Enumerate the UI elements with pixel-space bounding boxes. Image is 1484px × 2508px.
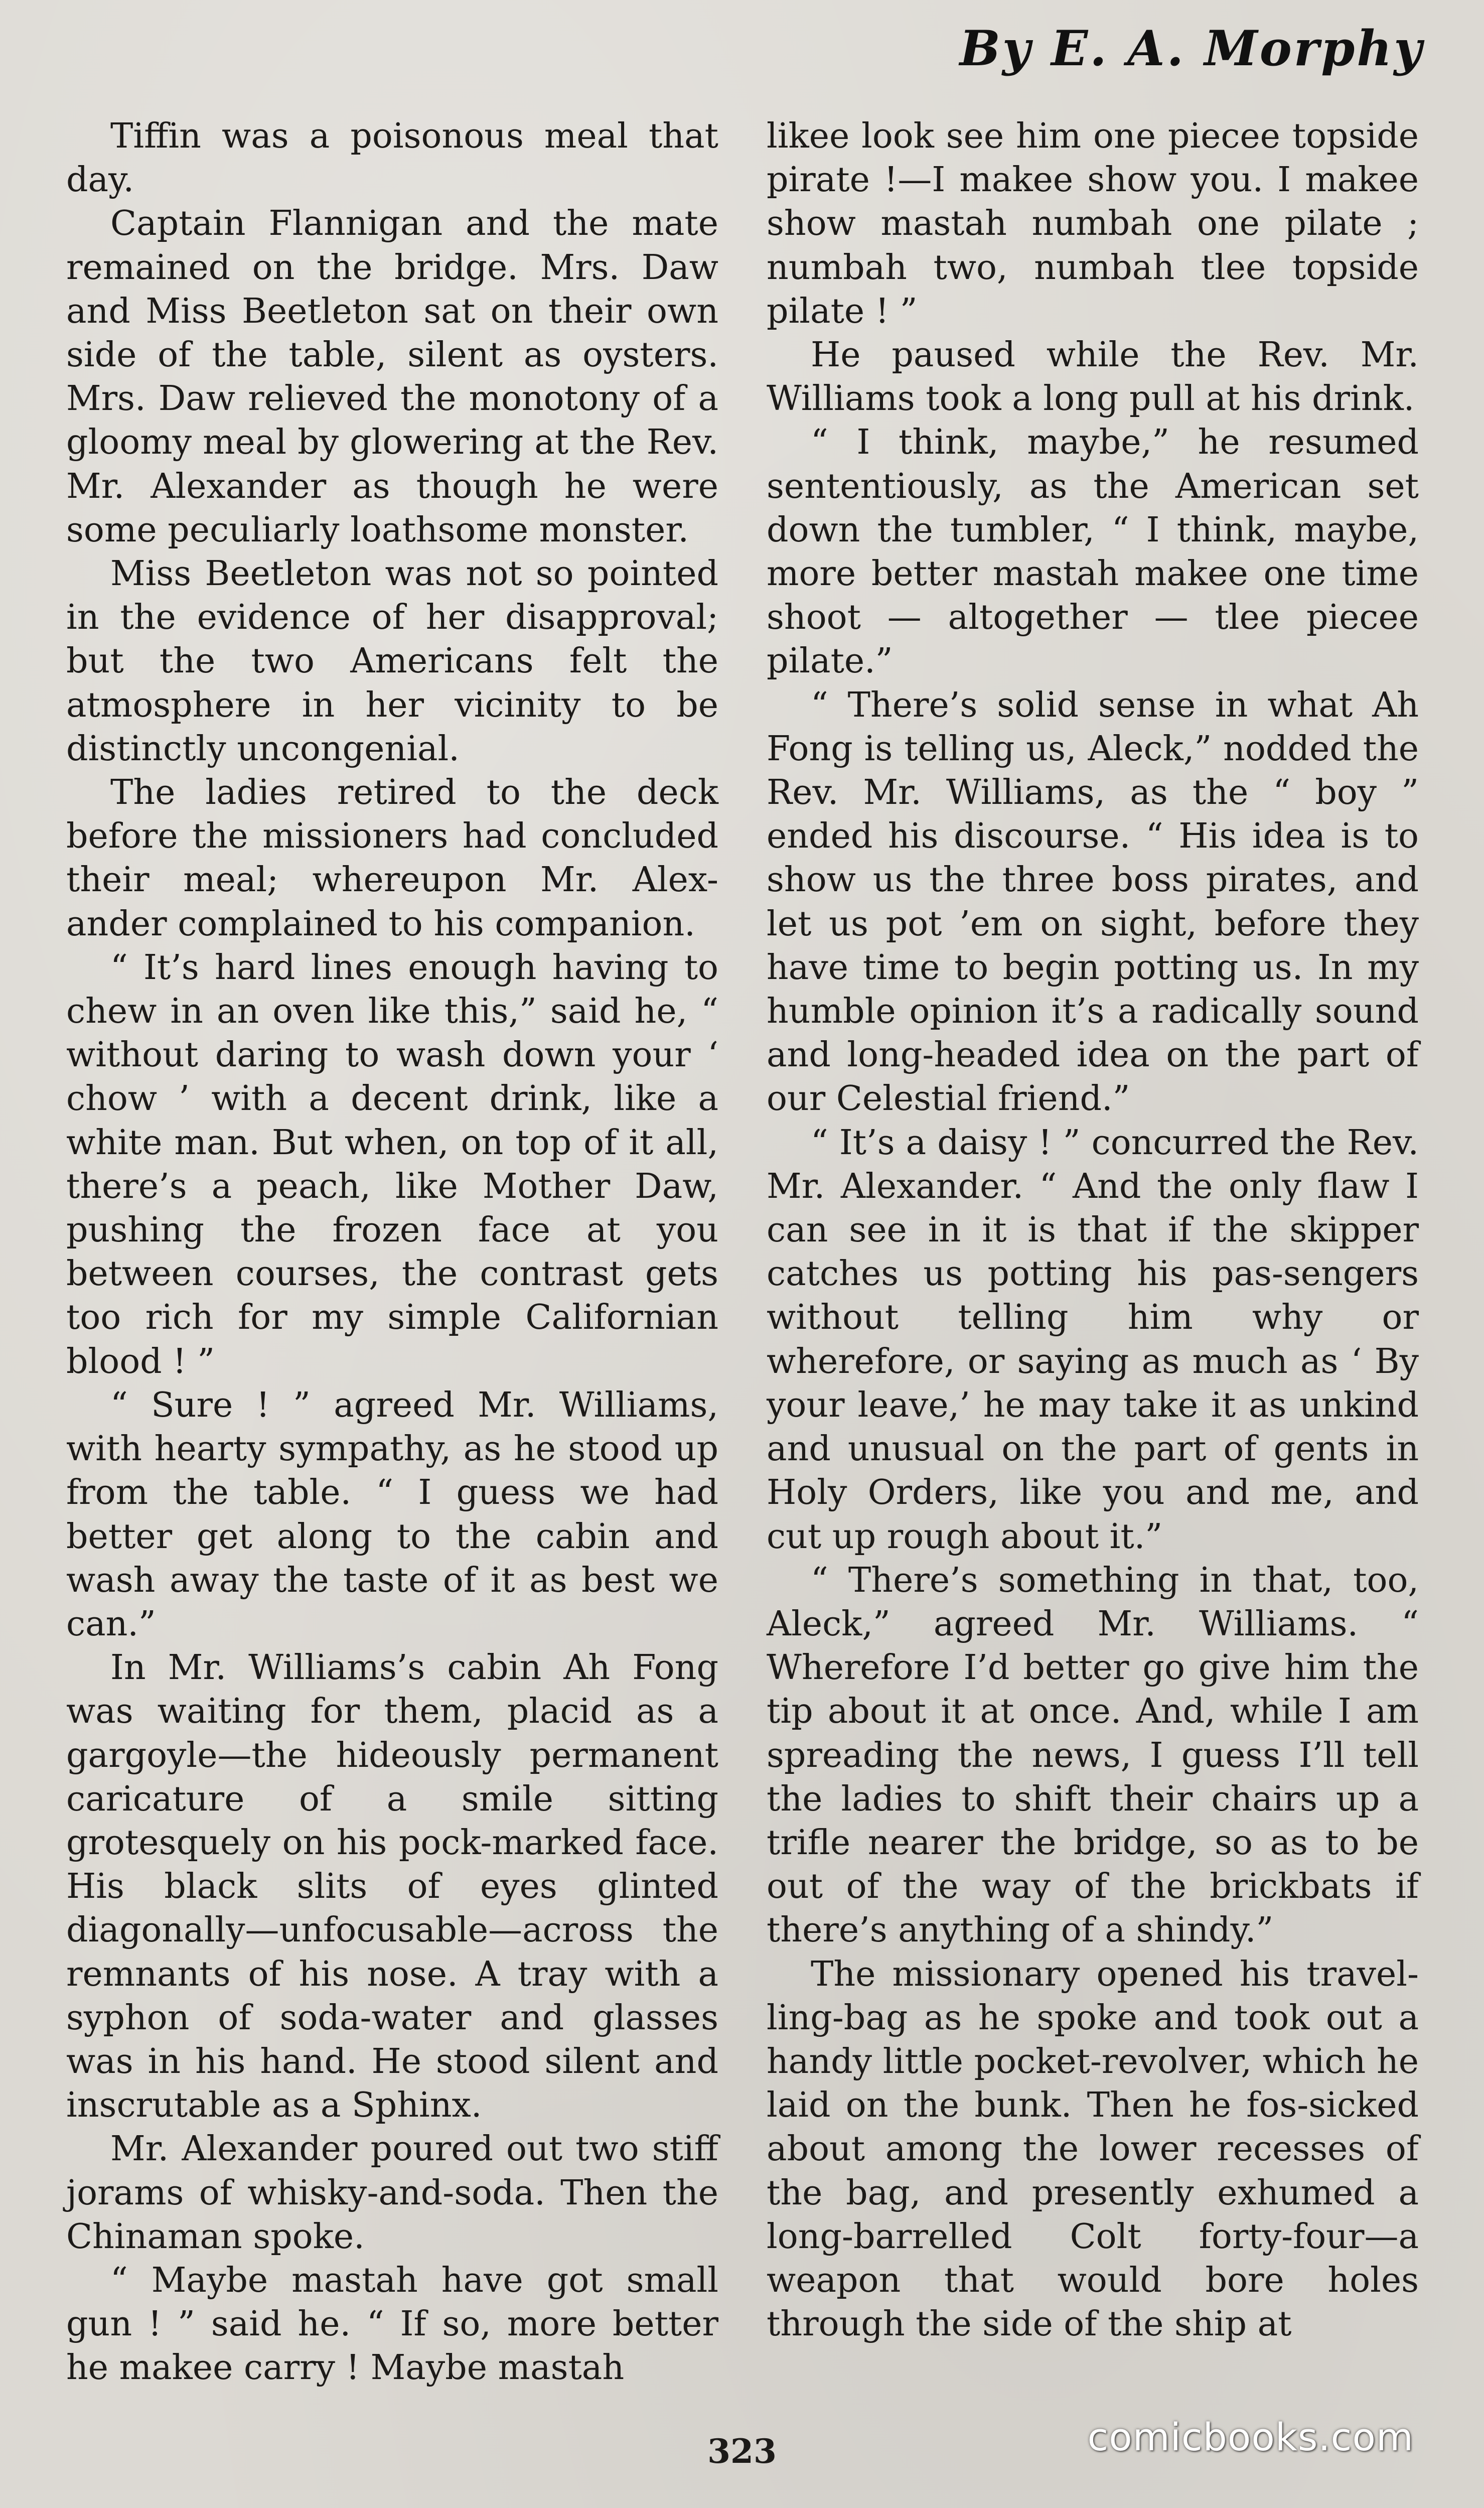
paragraph: He paused while the Rev. Mr. Williams took a long pull at his drink. — [767, 335, 1419, 419]
left-text-column — [66, 114, 718, 2390]
paragraph: “ Maybe mastah have got small gun ! ” said he. “ If so, more better he makee carry ! Maybe mastah — [66, 2260, 718, 2388]
paragraph: Miss Beetleton was not so pointed in the evidence of her disapproval; but the two Americans felt the atmosphere in her vicinity to be distinctly uncongenial. — [66, 554, 718, 769]
paragraph: The ladies retired to the deck before the missioners had concluded their meal; whereupon Mr. Alex-ander complained to his companion. — [66, 773, 718, 944]
paragraph: The missionary opened his travel-ling-bag as he spoke and took out a handy little pocket-revolver, which he laid on the bunk. Then he fos-sicked about among the lower recesses of the bag, and presently exhumed a long-barrelled Colt forty-four—a weapon that would bore holes through the side of the ship at — [767, 1954, 1419, 2344]
paragraph: “ Sure ! ” agreed Mr. Williams, with hearty sympathy, as he stood up from the table. “ I guess we had better get along to the cabin and wash away the taste of it as best we can.” — [66, 1385, 718, 1644]
paragraph: Captain Flannigan and the mate remained on the bridge. Mrs. Daw and Miss Beetleton sat on their own side of the table, silent as oysters. Mrs. Daw relieved the monotony of a gloomy meal by glowering at the Rev. Mr. Alexander as though he were some peculiarly loathsome monster. — [66, 204, 718, 550]
paragraph: likee look see him one piecee topside pirate !—I makee show you. I makee show mastah numbah one pilate ; numbah two, numbah tlee topside pilate ! ” — [767, 116, 1419, 331]
author-byline: By E. A. Morphy — [959, 20, 1424, 77]
paragraph: In Mr. Williams’s cabin Ah Fong was waiting for them, placid as a gargoyle—the hideously permanent caricature of a smile sitting grotesquely on his pock-marked face. His black slits of eyes glinted diagonally—unfocusable—across the remnants of his nose. A tray with a syphon of soda-water and glasses was in his hand. He stood silent and inscrutable as a Sphinx. — [66, 1648, 718, 2126]
paragraph: Tiffin was a poisonous meal that day. — [66, 116, 718, 200]
watermark-text: comicbooks.com — [1087, 2415, 1414, 2459]
paragraph: Mr. Alexander poured out two stiff jorams of whisky-and-soda. Then the Chinaman spoke. — [66, 2129, 718, 2257]
right-text-column — [767, 114, 1419, 2346]
paragraph: “ It’s a daisy ! ” concurred the Rev. Mr. Alexander. “ And the only flaw I can see in it is that if the skipper catches us potting his pas-sengers without telling him why or wherefore, or saying as much as ‘ By your leave,’ he may take it as unkind and unusual on the part of gents in Holy Orders, like you and me, and cut up rough about it.” — [767, 1123, 1419, 1557]
paragraph: “ I think, maybe,” he resumed sententiously, as the American set down the tumbler, “ I think, maybe, more better mastah makee one time shoot — altogether — tlee piecee pilate.” — [767, 423, 1419, 681]
paragraph: “ There’s something in that, too, Aleck,” agreed Mr. Williams. “ Wherefore I’d better go give him the tip about it at once. And, while I am spreading the news, I guess I’ll tell the ladies to shift their chairs up a trifle nearer the bridge, so as to be out of the way of the brickbats if there’s anything of a shindy.” — [767, 1560, 1419, 1950]
paragraph: “ There’s solid sense in what Ah Fong is telling us, Aleck,” nodded the Rev. Mr. Williams, as the “ boy ” ended his discourse. “ His idea is to show us the three boss pirates, and let us pot ’em on sight, before they have time to begin potting us. In my humble opinion it’s a radically sound and long-headed idea on the part of our Celestial friend.” — [767, 685, 1419, 1119]
page-number: 323 — [707, 2432, 777, 2471]
paragraph: “ It’s hard lines enough having to chew in an oven like this,” said he, “ without daring to wash down your ‘ chow ’ with a decent drink, like a white man. But when, on top of it all, there’s a peach, like Mother Daw, pushing the frozen face at you between courses, the contrast gets too rich for my simple Californian blood ! ” — [66, 947, 718, 1381]
